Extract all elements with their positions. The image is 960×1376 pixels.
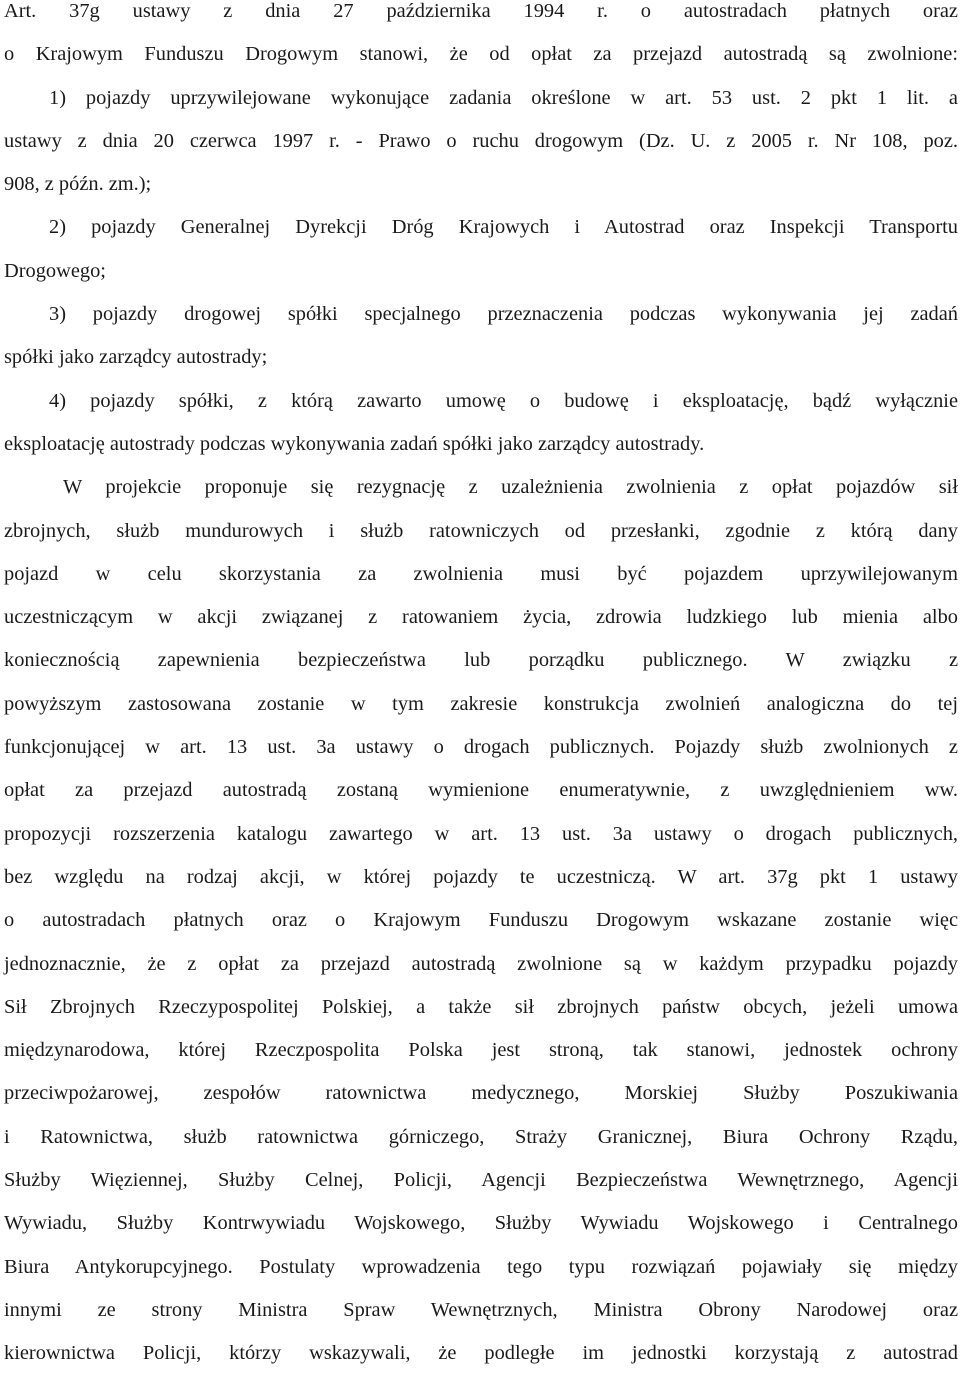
- text-line: Służby Więziennej, Służby Celnej, Policji, Agencji Bezpieczeństwa Wewnętrznego, Agencji: [4, 1169, 958, 1192]
- text-line: o autostradach płatnych oraz o Krajowym Funduszu Drogowym wskazane zostanie więc: [4, 909, 958, 932]
- text-line: kierownictwa Policji, którzy wskazywali, że podległe im jednostki korzystają z autostrad: [4, 1342, 958, 1365]
- text-line: innymi ze strony Ministra Spraw Wewnętrznych, Ministra Obrony Narodowej oraz: [4, 1298, 958, 1321]
- text-line: Art. 37g ustawy z dnia 27 października 1994 r. o autostradach płatnych oraz: [4, 0, 958, 22]
- text-line: koniecznością zapewnienia bezpieczeństwa lub porządku publicznego. W związku z: [4, 649, 958, 672]
- text-line: przeciwpożarowej, zespołów ratownictwa medycznego, Morskiej Służby Poszukiwania: [4, 1082, 958, 1105]
- text-line: 3) pojazdy drogowej spółki specjalnego przeznaczenia podczas wykonywania jej zadań: [49, 303, 958, 326]
- text-line: pojazd w celu skorzystania za zwolnienia musi być pojazdem uprzywilejowanym: [4, 562, 958, 585]
- text-line: Biura Antykorupcyjnego. Postulaty wprowadzenia tego typu rozwiązań pojawiały się między: [4, 1255, 958, 1278]
- text-line: propozycji rozszerzenia katalogu zawartego w art. 13 ust. 3a ustawy o drogach publicznych,: [4, 822, 958, 845]
- text-line: 1) pojazdy uprzywilejowane wykonujące zadania określone w art. 53 ust. 2 pkt 1 lit. a: [49, 86, 958, 109]
- text-line: jednoznacznie, że z opłat za przejazd autostradą zwolnione są w każdym przypadku pojazdy: [4, 952, 958, 975]
- text-line: W projekcie proponuje się rezygnację z uzależnienia zwolnienia z opłat pojazdów sił: [63, 476, 958, 499]
- text-line: bez względu na rodzaj akcji, w której pojazdy te uczestniczą. W art. 37g pkt 1 ustawy: [4, 865, 958, 888]
- text-line: ustawy z dnia 20 czerwca 1997 r. - Prawo o ruchu drogowym (Dz. U. z 2005 r. Nr 108, poz.: [4, 129, 958, 152]
- text-line: 2) pojazdy Generalnej Dyrekcji Dróg Krajowych i Autostrad oraz Inspekcji Transportu: [49, 216, 958, 239]
- text-line: zbrojnych, służb mundurowych i służb ratowniczych od przesłanki, zgodnie z którą dany: [4, 519, 958, 542]
- text-line: 4) pojazdy spółki, z którą zawarto umowę o budowę i eksploatację, bądź wyłącznie: [49, 389, 958, 412]
- text-line: Wywiadu, Służby Kontrwywiadu Wojskowego, Służby Wywiadu Wojskowego i Centralnego: [4, 1212, 958, 1235]
- text-line: opłat za przejazd autostradą zostaną wymienione enumeratywnie, z uwzględnieniem ww.: [4, 779, 958, 802]
- text-line: funkcjonującej w art. 13 ust. 3a ustawy o drogach publicznych. Pojazdy służb zwolnionych z: [4, 736, 958, 759]
- text-line: międzynarodowa, której Rzeczpospolita Polska jest stroną, tak stanowi, jednostek ochrony: [4, 1039, 958, 1062]
- text-line: powyższym zastosowana zostanie w tym zakresie konstrukcja zwolnień analogiczna do tej: [4, 692, 958, 715]
- text-line: 908, z późn. zm.);: [4, 173, 152, 196]
- text-line: i Ratownictwa, służb ratownictwa górniczego, Straży Granicznej, Biura Ochrony Rządu,: [4, 1125, 958, 1148]
- text-line: eksploatację autostrady podczas wykonywania zadań spółki jako zarządcy autostrady.: [4, 432, 705, 455]
- text-line: uczestniczącym w akcji związanej z ratowaniem życia, zdrowia ludzkiego lub mienia albo: [4, 606, 958, 629]
- text-line: Sił Zbrojnych Rzeczypospolitej Polskiej, a także sił zbrojnych państw obcych, jeżeli umowa: [4, 995, 958, 1018]
- text-line: o Krajowym Funduszu Drogowym stanowi, że od opłat za przejazd autostradą są zwolnione:: [4, 43, 958, 66]
- text-line: spółki jako zarządcy autostrady;: [4, 346, 268, 369]
- text-line: Drogowego;: [4, 259, 106, 282]
